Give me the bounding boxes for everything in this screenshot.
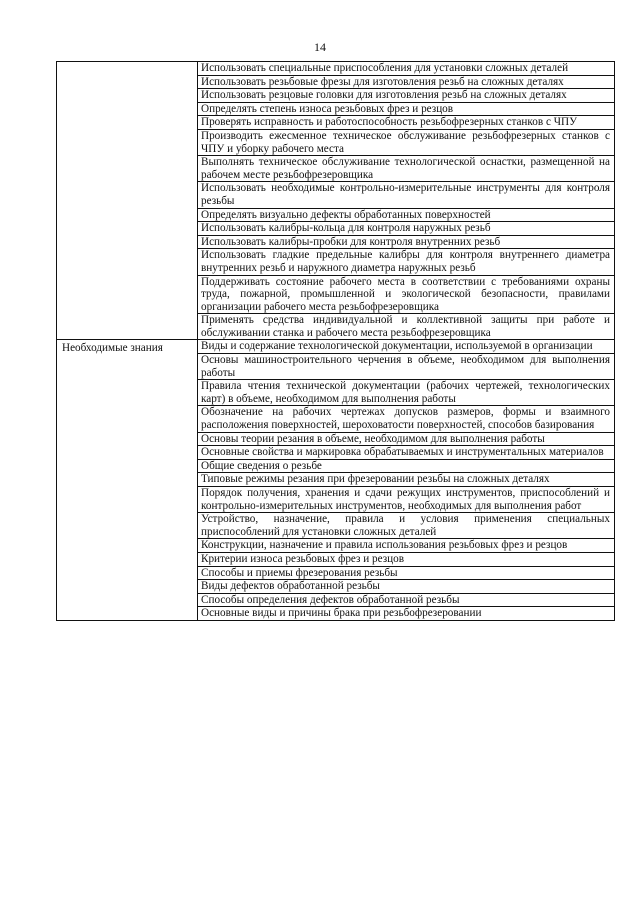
table-row bbox=[57, 62, 615, 76]
requirement-cell: Виды и содержание технологической документации, используемой в организации bbox=[198, 340, 615, 354]
requirement-cell: Использовать резьбовые фрезы для изготовления резьб на сложных деталях bbox=[198, 75, 615, 89]
requirement-cell: Определять степень износа резьбовых фрез и резцов bbox=[198, 102, 615, 116]
requirement-cell: Типовые режимы резания при фрезеровании резьбы на сложных деталях bbox=[198, 473, 615, 487]
requirement-cell: Конструкции, назначение и правила использования резьбовых фрез и резцов bbox=[198, 539, 615, 553]
requirement-cell: Обозначение на рабочих чертежах допусков размеров, формы и взаимного расположения поверхностей, шероховатости поверхностей, способов базирования bbox=[198, 406, 615, 432]
requirement-cell: Использовать калибры-кольца для контроля наружных резьб bbox=[198, 222, 615, 236]
requirement-cell: Использовать резцовые головки для изготовления резьб на сложных деталях bbox=[198, 89, 615, 103]
table-row bbox=[57, 340, 615, 354]
category-cell bbox=[57, 62, 198, 340]
requirement-cell: Использовать специальные приспособления для установки сложных деталей bbox=[198, 62, 615, 76]
requirement-cell: Выполнять техническое обслуживание технологической оснастки, размещенной на рабочем месте резьбофрезеровщика bbox=[198, 156, 615, 182]
requirement-cell: Использовать гладкие предельные калибры для контроля внутреннего диаметра внутренних резьб и наружного диаметра наружных резьб bbox=[198, 249, 615, 275]
page-number: 14 bbox=[314, 40, 326, 54]
requirement-cell: Использовать необходимые контрольно-измерительные инструменты для контроля резьбы bbox=[198, 182, 615, 208]
requirement-cell: Поддерживать состояние рабочего места в соответствии с требованиями охраны труда, пожарной, промышленной и экологической безопасности, правилами организации рабочего места резьбофрезеровщика bbox=[198, 275, 615, 314]
requirement-cell: Применять средства индивидуальной и коллективной защиты при работе и обслуживании станка и рабочего места резьбофрезеровщика bbox=[198, 314, 615, 340]
requirements-table bbox=[56, 61, 615, 621]
requirement-cell: Основы машиностроительного черчения в объеме, необходимом для выполнения работы bbox=[198, 354, 615, 380]
requirement-cell: Проверять исправность и работоспособность резьбофрезерных станков с ЧПУ bbox=[198, 116, 615, 130]
requirement-cell: Способы определения дефектов обработанной резьбы bbox=[198, 593, 615, 607]
requirement-cell: Устройство, назначение, правила и условия применения специальных приспособлений для установки сложных деталей bbox=[198, 513, 615, 539]
requirements-table-body bbox=[57, 62, 615, 621]
category-cell: Необходимые знания bbox=[57, 340, 198, 620]
requirement-cell: Способы и приемы фрезерования резьбы bbox=[198, 566, 615, 580]
requirement-cell: Основы теории резания в объеме, необходимом для выполнения работы bbox=[198, 432, 615, 446]
requirement-cell: Критерии износа резьбовых фрез и резцов bbox=[198, 552, 615, 566]
requirement-cell: Использовать калибры-пробки для контроля внутренних резьб bbox=[198, 235, 615, 249]
requirement-cell: Порядок получения, хранения и сдачи режущих инструментов, приспособлений и контрольно-измерительных инструментов, необходимых для выполнения работ bbox=[198, 487, 615, 513]
requirement-cell: Общие сведения о резьбе bbox=[198, 459, 615, 473]
requirement-cell: Основные свойства и маркировка обрабатываемых и инструментальных материалов bbox=[198, 446, 615, 460]
requirement-cell: Основные виды и причины брака при резьбофрезеровании bbox=[198, 607, 615, 621]
requirement-cell: Определять визуально дефекты обработанных поверхностей bbox=[198, 208, 615, 222]
requirement-cell: Правила чтения технической документации (рабочих чертежей, технологических карт) в объеме, необходимом для выполнения работы bbox=[198, 380, 615, 406]
requirement-cell: Виды дефектов обработанной резьбы bbox=[198, 580, 615, 594]
requirement-cell: Производить ежесменное техническое обслуживание резьбофрезерных станков с ЧПУ и уборку рабочего места bbox=[198, 129, 615, 155]
